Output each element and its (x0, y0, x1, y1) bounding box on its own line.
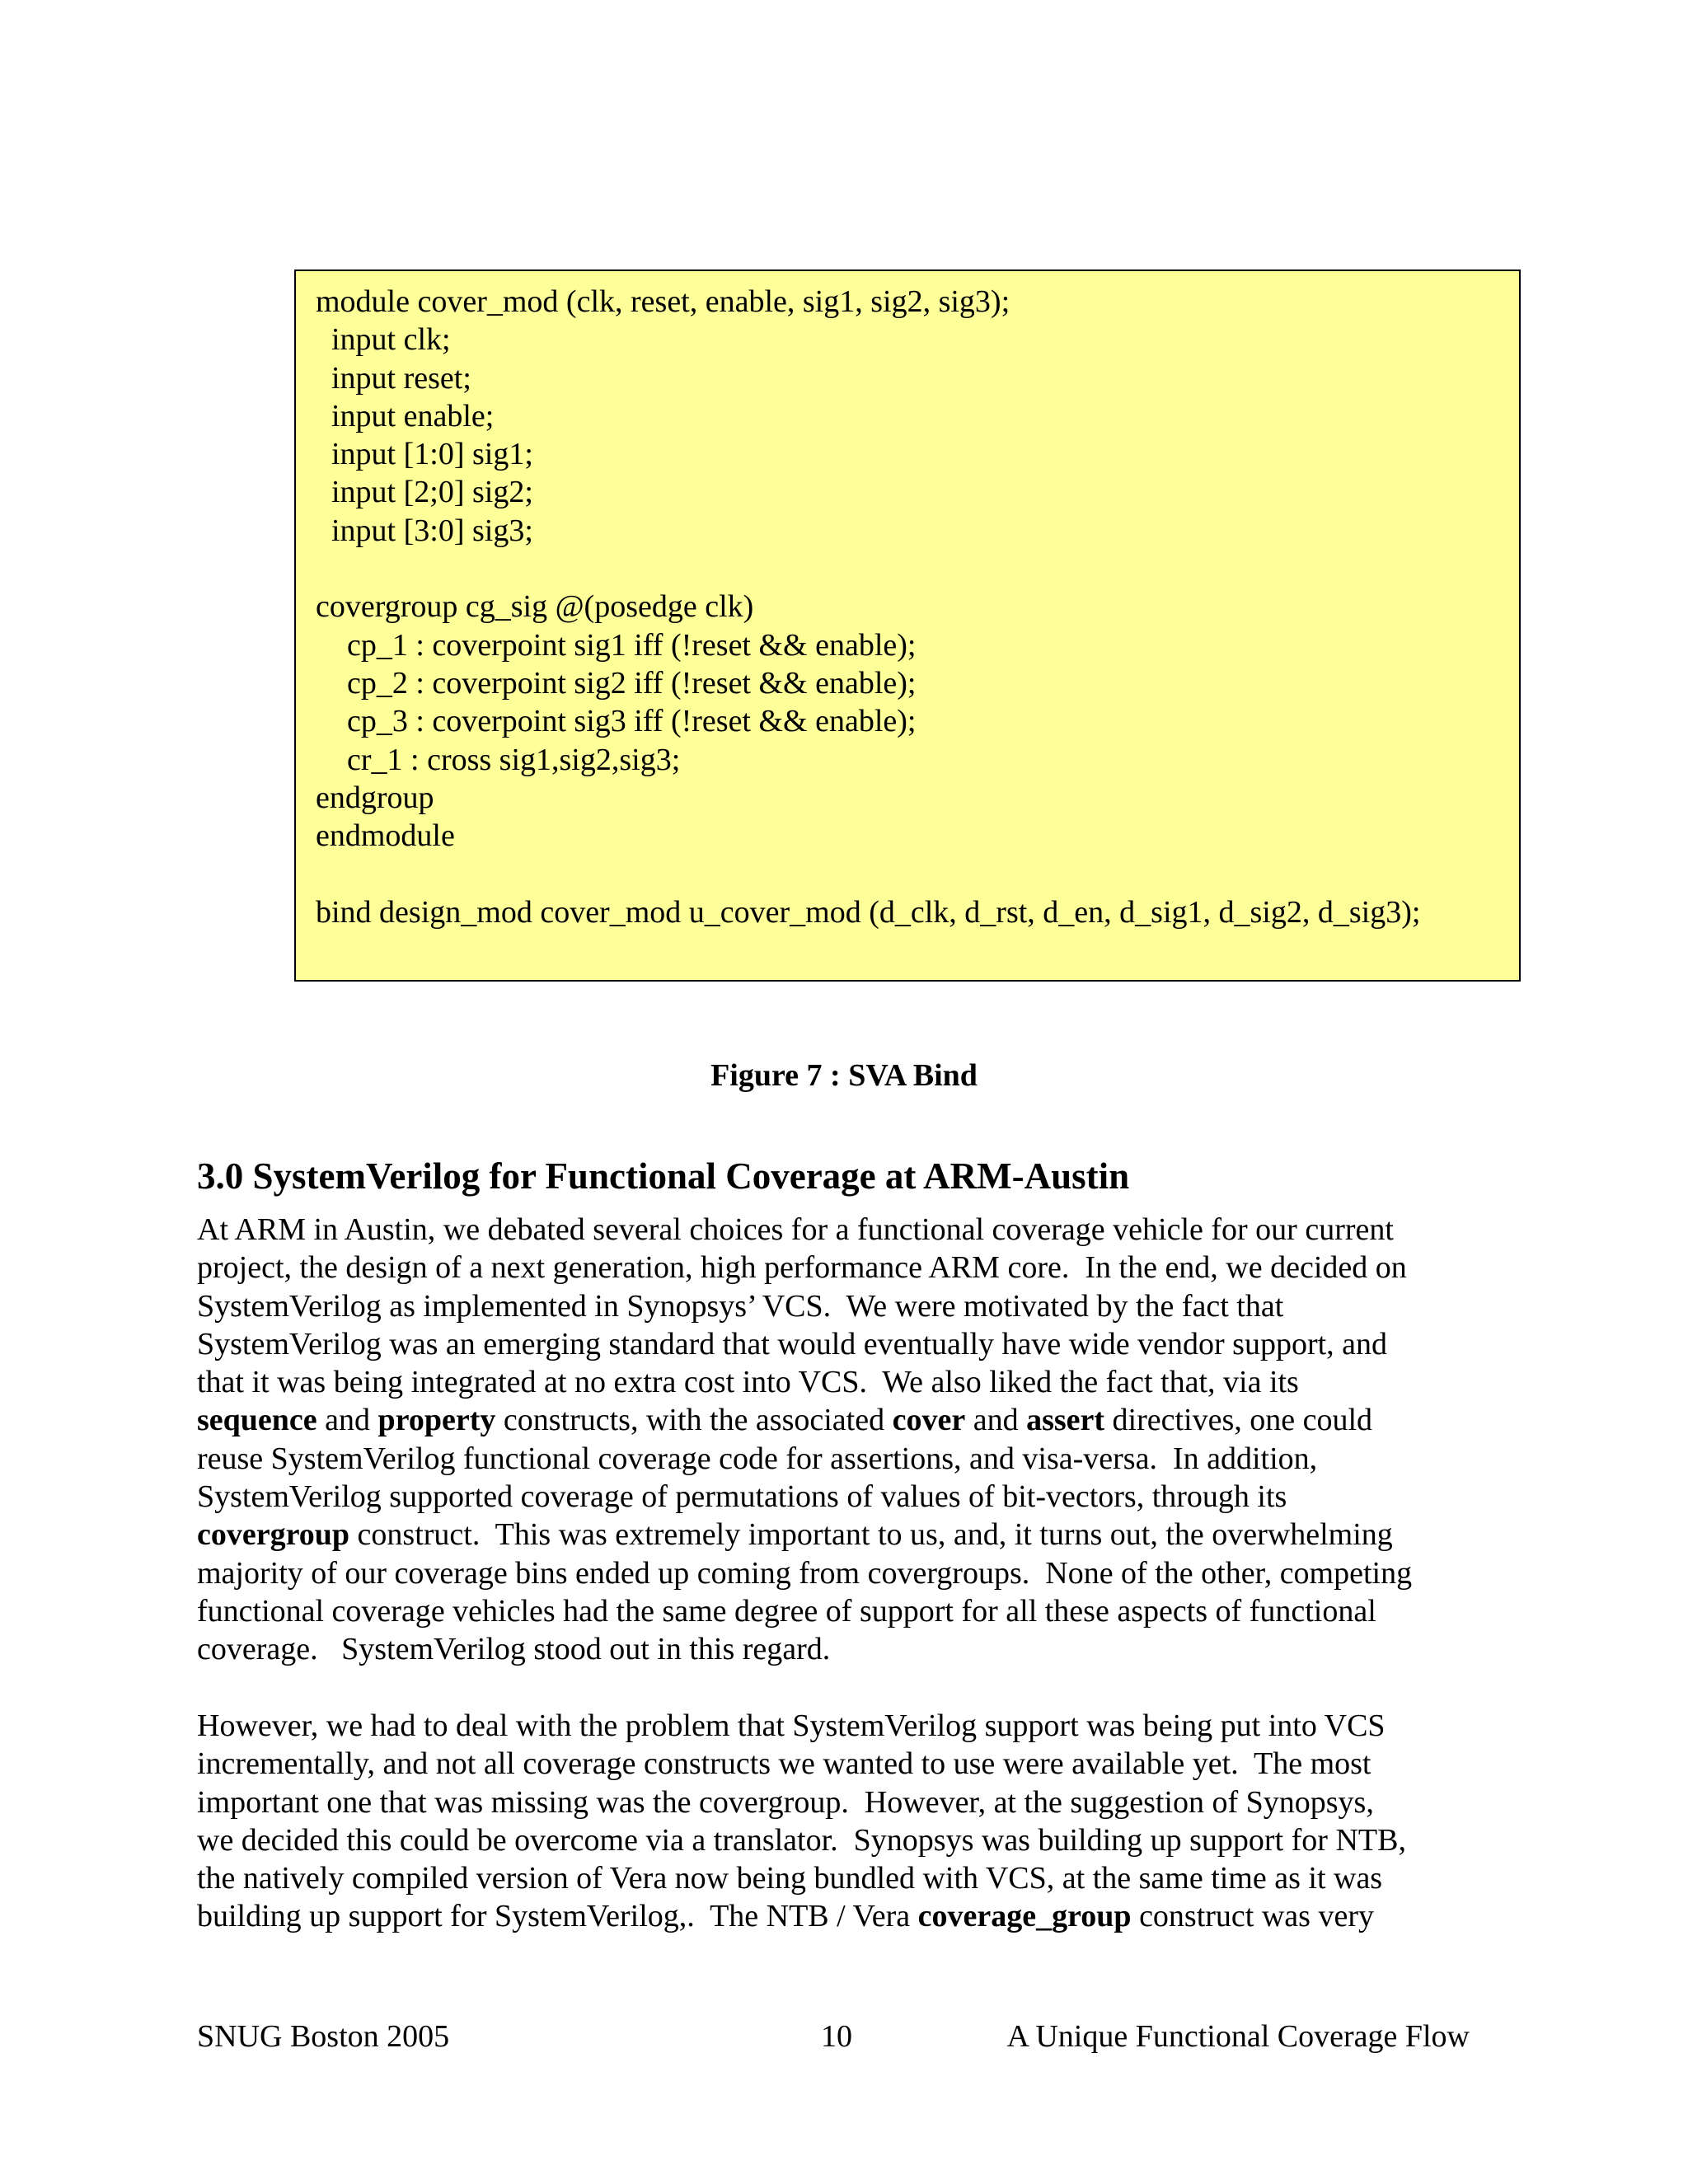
code-line: endgroup (316, 780, 434, 815)
text-run: building up support for SystemVerilog,. The NTB / Vera (197, 1899, 918, 1934)
code-line (316, 855, 1519, 893)
code-line: input [3:0] sig3; (316, 513, 533, 548)
text-run: constructs, with the associated (495, 1403, 893, 1438)
code-line: input reset; (316, 360, 471, 396)
code-line: covergroup cg_sig @(posedge clk) (316, 589, 754, 625)
code-line: endmodule (316, 818, 455, 854)
text-line (197, 1401, 1532, 1439)
keyword-property: property (377, 1403, 496, 1438)
code-line: input clk; (316, 322, 451, 358)
text-line (197, 1516, 1532, 1554)
text-line: However, we had to deal with the problem that SystemVerilog support was being put into VCS (197, 1708, 1386, 1743)
code-line: input [2;0] sig2; (316, 475, 533, 510)
text-line: SystemVerilog as implemented in Synopsys’ VCS. We were motivated by the fact that (197, 1288, 1284, 1324)
text-run: construct was very (1131, 1899, 1374, 1934)
section-heading: 3.0 SystemVerilog for Functional Coverage at ARM-Austin (197, 1155, 1130, 1197)
text-line: SystemVerilog was an emerging standard that would eventually have wide vendor support, and (197, 1326, 1388, 1361)
text-run: directives, one could (1104, 1403, 1373, 1438)
footer-right: A Unique Functional Coverage Flow (1006, 2019, 1470, 2054)
text-line: reuse SystemVerilog functional coverage code for assertions, and visa-versa. In addition, (197, 1441, 1318, 1476)
text-line: SystemVerilog supported coverage of permutations of values of bit-vectors, through its (197, 1479, 1287, 1515)
code-line: module cover_mod (clk, reset, enable, sig1, sig2, sig3); (316, 284, 1010, 319)
text-run: and (316, 1403, 378, 1438)
text-line: important one that was missing was the covergroup. However, at the suggestion of Synopsys, (197, 1784, 1374, 1820)
keyword-cover: cover (892, 1403, 966, 1438)
text-line: coverage. SystemVerilog stood out in this regard. (197, 1632, 831, 1667)
code-line: input enable; (316, 398, 495, 434)
text-line: that it was being integrated at no extra cost into VCS. We also liked the fact that, via its (197, 1365, 1299, 1400)
keyword-covergroup: covergroup (197, 1517, 350, 1553)
code-line: bind design_mod cover_mod u_cover_mod (d_clk, d_rst, d_en, d_sig1, d_sig2, d_sig3); (316, 894, 1421, 930)
text-run: construct. This was extremely important to us, and, it turns out, the overwhelming (349, 1517, 1393, 1553)
text-line: incrementally, and not all coverage constructs we wanted to use were available yet. The most (197, 1746, 1372, 1782)
keyword-assert: assert (1026, 1403, 1105, 1438)
code-line: cp_3 : coverpoint sig3 iff (!reset && enable); (316, 704, 917, 739)
code-line: input [1:0] sig1; (316, 437, 533, 472)
text-line: we decided this could be overcome via a translator. Synopsys was building up support for NTB, (197, 1822, 1406, 1858)
code-listing-box (294, 269, 1521, 982)
text-line: project, the design of a next generation, high performance ARM core. In the end, we decided on (197, 1250, 1407, 1286)
text-line: functional coverage vehicles had the same degree of support for all these aspects of functional (197, 1593, 1376, 1629)
code-line (316, 550, 1519, 588)
footer-page-number: 10 (821, 2019, 852, 2054)
figure-caption: Figure 7 : SVA Bind (710, 1058, 978, 1093)
text-run: and (965, 1403, 1027, 1438)
code-line: cp_2 : coverpoint sig2 iff (!reset && enable); (316, 665, 917, 701)
keyword-coverage-group: coverage_group (917, 1899, 1132, 1934)
footer-left: SNUG Boston 2005 (197, 2019, 450, 2054)
paragraph-1 (197, 1211, 1532, 1669)
paragraph-2 (197, 1707, 1532, 1936)
text-line (197, 1897, 1532, 1935)
text-line: At ARM in Austin, we debated several choices for a functional coverage vehicle for our current (197, 1212, 1394, 1247)
keyword-sequence: sequence (197, 1403, 317, 1438)
text-line: majority of our coverage bins ended up coming from covergroups. None of the other, competing (197, 1555, 1413, 1591)
text-line: the natively compiled version of Vera now being bundled with VCS, at the same time as it was (197, 1861, 1383, 1896)
code-line: cr_1 : cross sig1,sig2,sig3; (316, 742, 681, 777)
code-line: cp_1 : coverpoint sig1 iff (!reset && enable); (316, 627, 917, 663)
